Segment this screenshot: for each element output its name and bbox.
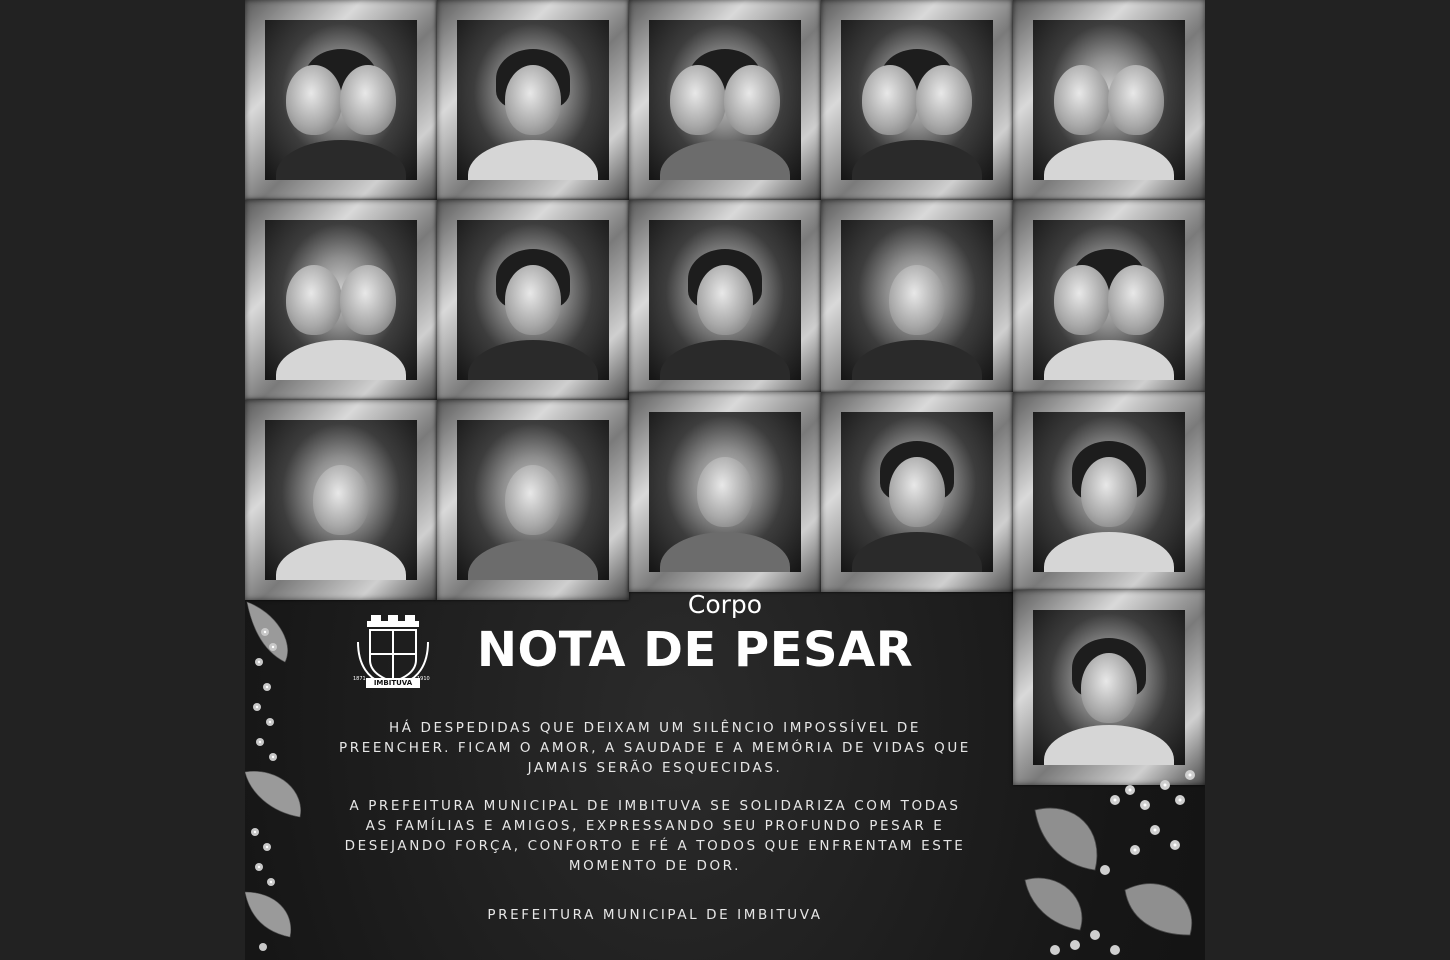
portrait-photo	[265, 220, 417, 380]
portrait-photo	[841, 412, 993, 572]
portrait-photo	[1033, 610, 1185, 765]
photo-frame-11	[245, 400, 437, 600]
photo-frame-5	[1013, 0, 1205, 200]
photo-frame-8	[629, 200, 821, 400]
photo-frame-7	[437, 200, 629, 400]
portrait-photo	[457, 20, 609, 180]
photo-frame-9	[821, 200, 1013, 400]
portrait-photo	[841, 220, 993, 380]
seal-year-right: 1910	[417, 676, 430, 682]
memorial-poster	[245, 0, 1205, 960]
portrait-photo	[649, 412, 801, 572]
photo-frame-1	[245, 0, 437, 200]
subtitle: Corpo	[687, 590, 763, 619]
photo-frame-15	[1013, 392, 1205, 592]
photo-frame-2	[437, 0, 629, 200]
photo-frame-14	[821, 392, 1013, 592]
portrait-photo	[265, 20, 417, 180]
portrait-photo	[457, 220, 609, 380]
seal-label: IMBITUVA	[373, 679, 413, 687]
portrait-photo	[841, 20, 993, 180]
condolence-paragraph-2: A PREFEITURA MUNICIPAL DE IMBITUVA SE SOLIDARIZA COM TODAS AS FAMÍLIAS E AMIGOS, EXPRESSANDO SEU PROFUNDO PESAR E DESEJANDO FORÇA, CONFORTO E FÉ A TODOS QUE ENFRENTAM ESTE MOMENTO DE DOR.	[344, 798, 966, 874]
photo-frame-6	[245, 200, 437, 400]
portrait-photo	[1033, 220, 1185, 380]
page-title: NOTA DE PESAR	[476, 622, 914, 678]
photo-frame-12	[437, 400, 629, 600]
flower-decoration-left	[245, 592, 307, 960]
condolence-paragraph-1: HÁ DESPEDIDAS QUE DEIXAM UM SILÊNCIO IMPOSSÍVEL DE PREENCHER. FICAM O AMOR, A SAUDADE E A MEMÓRIA DE VIDAS QUE JAMAIS SERÃO ESQUECIDAS.	[339, 720, 971, 776]
photo-frame-16	[1013, 590, 1205, 785]
flower-decoration-right	[1015, 760, 1205, 960]
seal-year-left: 1871	[353, 676, 366, 682]
photo-frame-3	[629, 0, 821, 200]
portrait-photo	[649, 220, 801, 380]
photo-frame-10	[1013, 200, 1205, 400]
photo-frame-13	[629, 392, 821, 592]
portrait-photo	[649, 20, 801, 180]
portrait-photo	[265, 420, 417, 580]
photo-frame-4	[821, 0, 1013, 200]
signature: PREFEITURA MUNICIPAL DE IMBITUVA	[487, 907, 823, 923]
portrait-photo	[1033, 20, 1185, 180]
portrait-photo	[457, 420, 609, 580]
portrait-photo	[1033, 412, 1185, 572]
